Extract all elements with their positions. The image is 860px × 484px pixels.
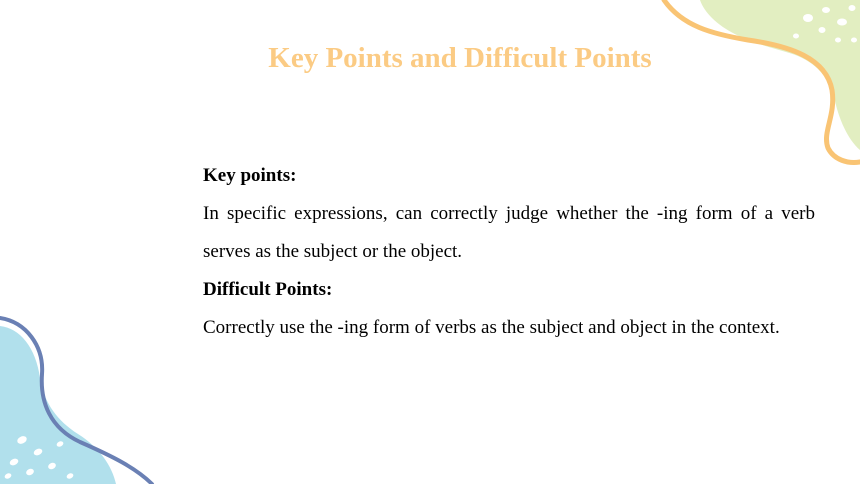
content-block [203, 157, 815, 347]
key-points-text: In specific expressions, can correctly judge whether the -ing form of a verb serves as the subject or the object. [203, 203, 815, 262]
difficult-points-heading: Difficult Points: [203, 279, 333, 300]
key-points-heading: Key points: [203, 165, 297, 186]
difficult-points-text: Correctly use the -ing form of verbs as the subject and object in the context. [203, 317, 780, 338]
slide-title: Key Points and Difficult Points [268, 42, 652, 74]
